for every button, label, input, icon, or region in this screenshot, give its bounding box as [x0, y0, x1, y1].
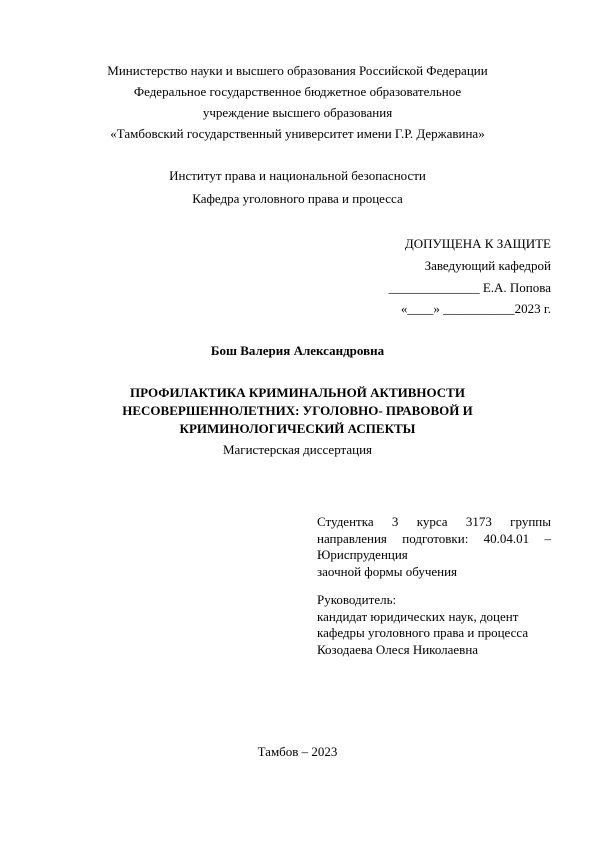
thesis-title-line-3: КРИМИНОЛОГИЧЕСКИЙ АСПЕКТЫ — [179, 421, 416, 436]
institution-line-2: учреждение высшего образования — [202, 105, 393, 120]
student-line-1: Студентка 3 курса 3173 группы — [317, 514, 551, 529]
author-name: Бош Валерия Александровна — [210, 343, 385, 358]
approval-title: ДОПУЩЕНА К ЗАЩИТЕ — [404, 236, 551, 251]
university-name: «Тамбовский государственный университет имени Г.Р. Державина» — [110, 126, 485, 141]
supervisor-info — [317, 592, 551, 658]
student-line-2: направления подготовки: 40.04.01 – — [317, 530, 551, 546]
supervisor-degree: кандидат юридических наук, доцент — [317, 608, 519, 624]
thesis-title-line-1: ПРОФИЛАКТИКА КРИМИНАЛЬНОЙ АКТИВНОСТИ — [130, 385, 465, 400]
thesis-type: Магистерская диссертация — [222, 442, 373, 457]
student-line-4: заочной формы обучения — [317, 563, 458, 579]
approval-signature: ______________ Е.А. Попова — [388, 280, 551, 295]
city-year: Тамбов – 2023 — [257, 744, 338, 759]
institution-line-1: Федеральное государственное бюджетное образовательное — [133, 84, 462, 99]
thesis-title-line-2: НЕСОВЕРШЕННОЛЕТНИХ: УГОЛОВНО- ПРАВОВОЙ И — [122, 403, 473, 418]
approval-date: «____» ___________2023 г. — [400, 301, 551, 316]
supervisor-label: Руководитель: — [317, 592, 397, 607]
institute-name: Институт права и национальной безопасности — [169, 168, 426, 183]
student-line-3: Юриспруденция — [317, 547, 408, 562]
chair-name: Кафедра уголовного права и процесса — [192, 191, 403, 206]
supervisor-chair: кафедры уголовного права и процесса — [317, 625, 529, 640]
ministry-line: Министерство науки и высшего образования Российской Федерации — [107, 63, 488, 78]
student-info — [317, 514, 551, 580]
approval-role: Заведующий кафедрой — [424, 258, 551, 273]
supervisor-name: Козодаева Олеся Николаевна — [317, 641, 479, 657]
